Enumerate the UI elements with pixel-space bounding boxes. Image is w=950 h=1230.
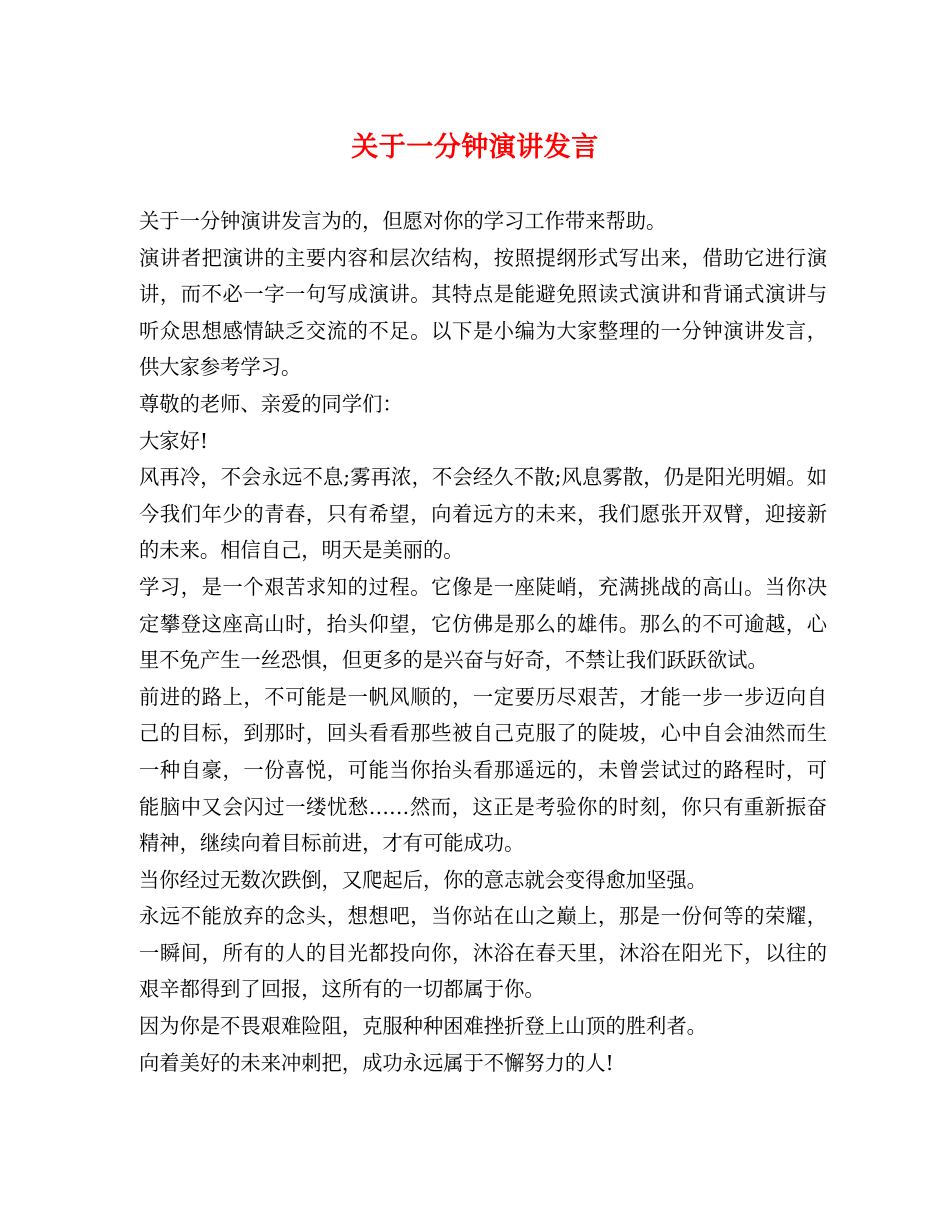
- paragraph-closing: 向着美好的未来冲刺把，成功永远属于不懈努力的人!: [139, 1050, 614, 1075]
- paragraph-salutation: 尊敬的老师、亲爱的同学们：: [139, 391, 403, 416]
- document-body: [139, 203, 827, 1081]
- paragraph-body-3: 前进的路上，不可能是一帆风顺的，一定要历尽艰苦，才能一步一步迈向自己的目标，到那时，回头看看那些被自己克服了的陡坡，心中自会油然而生一种自豪，一份喜悦，可能当你抬头看那遥远的，未曾尝试过的路程时，可能脑中又会闪过一缕忧愁……然而，这正是考验你的时刻，你只有重新振奋精神，继续向着目标前进，才有可能成功。: [139, 684, 827, 856]
- paragraph-body-4: 当你经过无数次跌倒，又爬起后，你的意志就会变得愈加坚强。: [139, 867, 707, 892]
- paragraph-intro: 关于一分钟演讲发言为的，但愿对你的学习工作带来帮助。: [139, 209, 667, 233]
- paragraph-greeting: 大家好!: [139, 428, 208, 453]
- paragraph-body-6: 因为你是不畏艰难险阻，克服种种困难挫折登上山顶的胜利者。: [139, 1014, 707, 1039]
- paragraph-body-1: 风再冷，不会永远不息;雾再浓，不会经久不散;风息雾散，仍是阳光明媚。如今我们年少的青春，只有希望，向着远方的未来，我们愿张开双臂，迎接新的未来。相信自己，明天是美丽的。: [139, 465, 827, 563]
- paragraph-body-5: 永远不能放弃的念头，想想吧，当你站在山之巅上，那是一份何等的荣耀，一瞬间，所有的人的目光都投向你，沐浴在春天里，沐浴在阳光下，以往的艰辛都得到了回报，这所有的一切都属于你。: [139, 904, 827, 1002]
- document-title: 关于一分钟演讲发言: [351, 132, 599, 163]
- paragraph-body-2: 学习，是一个艰苦求知的过程。它像是一座陡峭，充满挑战的高山。当你决定攀登这座高山时，抬头仰望，它仿佛是那么的雄伟。那么的不可逾越，心里不免产生一丝恐惧，但更多的是兴奋与好奇，不禁让我们跃跃欲试。: [139, 574, 827, 673]
- paragraph-description: 演讲者把演讲的主要内容和层次结构，按照提纲形式写出来，借助它进行演讲，而不必一字一句写成演讲。其特点是能避免照读式演讲和背诵式演讲与听众思想感情缺乏交流的不足。以下是小编为大家整理的一分钟演讲发言，供大家参考学习。: [139, 245, 827, 380]
